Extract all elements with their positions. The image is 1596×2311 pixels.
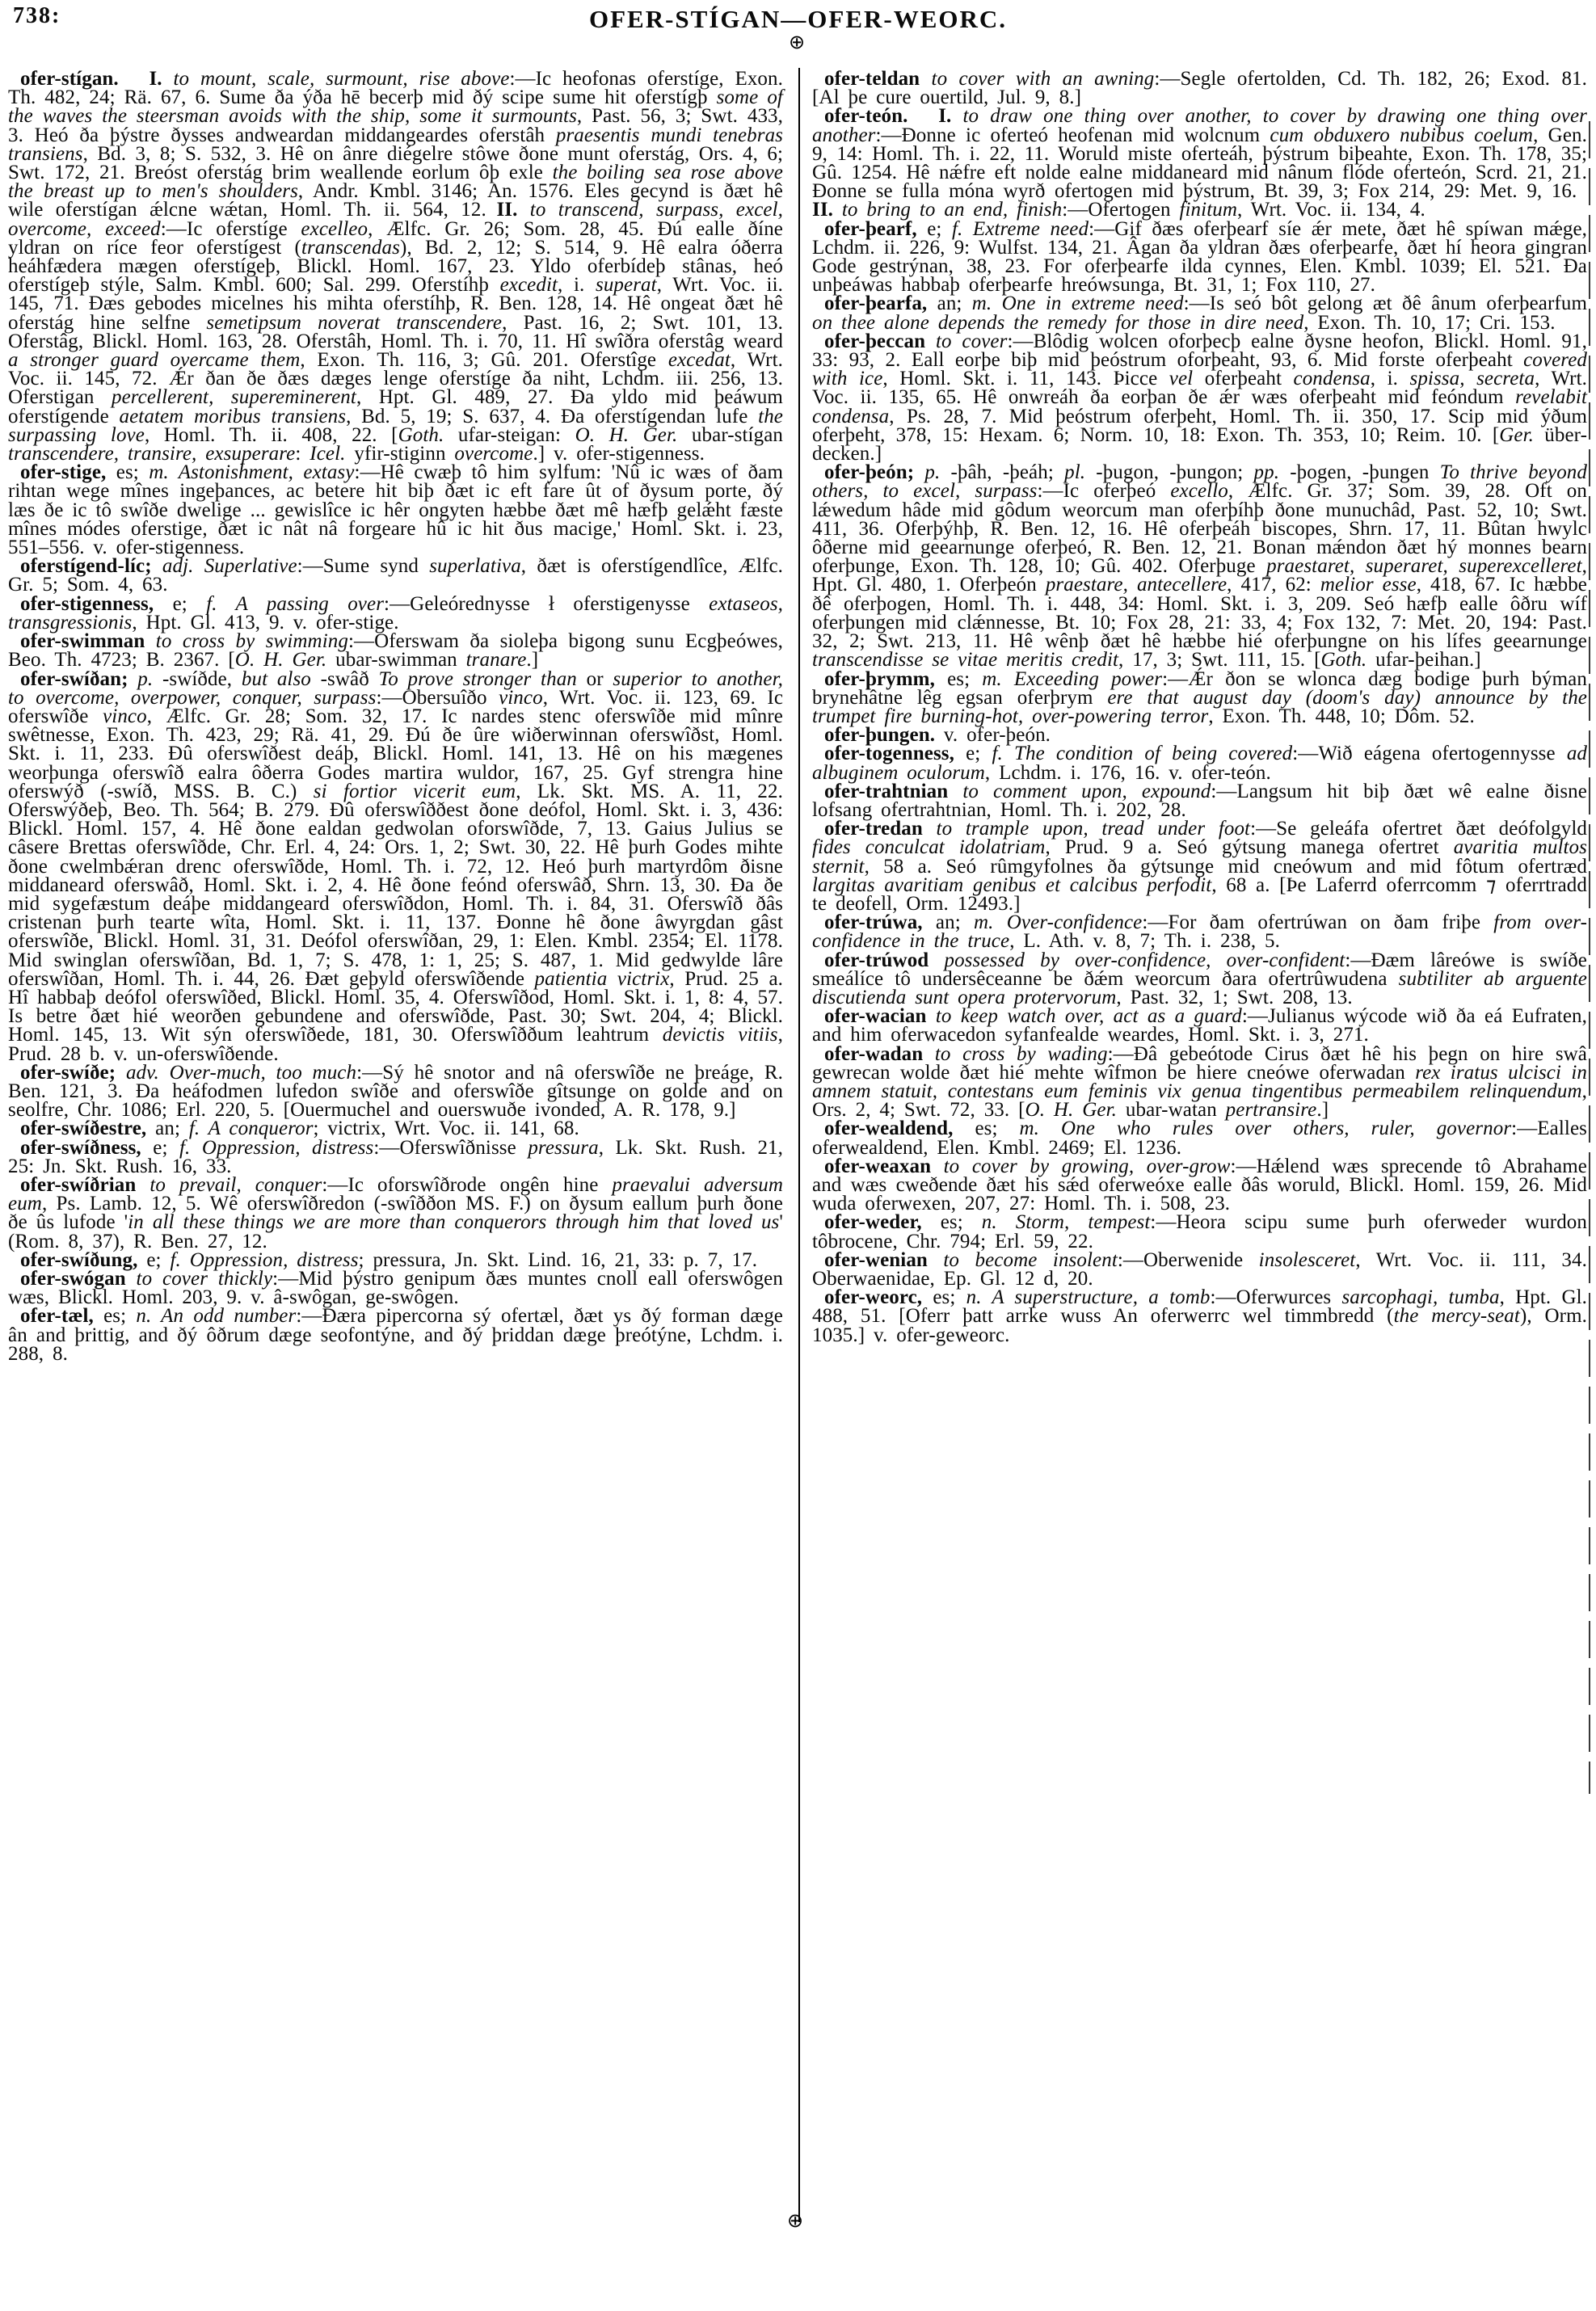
italic-gloss: possessed by over-confidence, over-confident bbox=[944, 949, 1345, 971]
entry-text: , Lchdm. i. 176, 16. v. ofer-teón. bbox=[984, 761, 1271, 784]
dictionary-entry bbox=[8, 1248, 783, 1271]
italic-gloss: excedat bbox=[667, 349, 731, 372]
italic-gloss: to cross by wading bbox=[934, 1042, 1108, 1065]
italic-gloss: m. Exceeding power bbox=[982, 667, 1163, 690]
dictionary-entry bbox=[8, 632, 783, 669]
italic-gloss: f. The condition of being covered bbox=[992, 743, 1293, 765]
dictionary-entry bbox=[812, 1118, 1587, 1159]
entry-text: -swâð bbox=[310, 667, 379, 690]
entry-text: :—Oferswîðnisse bbox=[373, 1136, 528, 1159]
italic-gloss: to cross by swimming bbox=[155, 630, 348, 653]
entry-text: , Past. 56, 3; Swt. 433, 3. Heó ða þýstre ðysses andweardan middangeardes oferstâh bbox=[8, 105, 783, 146]
headword: ofer-wadan bbox=[824, 1042, 924, 1065]
italic-gloss: m. One in extreme need bbox=[971, 293, 1184, 315]
dictionary-entry bbox=[8, 1063, 783, 1120]
entry-text: , Gen. 9, 14: Homl. Th. i. 22, 11. Woruld miste oferteáh, þýstrum biþeahte, Exon. Th. 178, 35; Gû. 1254. Hê nǽfre eft nolde ealne middaneard mid nânum flóde oferteón, Scrd. 21, 21. Ðonne se fulla móna wyrð ofertogen mid þýstrum, Bt. 39, 3; Fox 214, 29: Met. 9, 16. bbox=[812, 124, 1587, 203]
entry-text: : bbox=[295, 443, 310, 465]
italic-gloss: aetatem moribus transiens bbox=[119, 405, 347, 427]
dictionary-entry bbox=[8, 557, 783, 594]
entry-text: ; pressura, Jn. Skt. Lind. 16, 21, 33: p. 7, 17. bbox=[358, 1248, 758, 1271]
page-number: 738: bbox=[13, 3, 61, 28]
entry-text: , Hpt. Gl. 489, 27. Ða yldo mid þeáwum oferstígende bbox=[8, 386, 783, 427]
dictionary-entry bbox=[812, 217, 1588, 297]
dictionary-entry bbox=[812, 819, 1587, 913]
entry-text: , Homl. Th. ii. 408, 22. [ bbox=[144, 423, 398, 446]
entry-text: yfir-stiginn bbox=[345, 443, 455, 465]
headword: ofer-teón. bbox=[824, 105, 908, 128]
italic-gloss: to transcend, surpass, excel, overcome, exceed bbox=[8, 199, 783, 240]
dictionary-entry bbox=[812, 724, 1587, 747]
dictionary-entry bbox=[812, 951, 1587, 1008]
dictionary-entry bbox=[8, 1269, 783, 1307]
headword: ofer-weorc, bbox=[824, 1286, 923, 1309]
italic-gloss: extaseos, transgressionis bbox=[8, 592, 783, 634]
italic-gloss: to prevail, conquer bbox=[149, 1173, 322, 1196]
entry-text: :—Ðæra pipercorna sý ofertæl, ðæt ys ðý forman dæge ân and þrittig, and ðý ôðrum dæge seofontýne, and ðý þriddan dæge þreótýne, Lchdm. i. 288, 8. bbox=[8, 1305, 783, 1365]
entry-text: .] bbox=[1316, 1099, 1329, 1122]
italic-gloss: transcendisse se vitae meritis credit bbox=[812, 649, 1119, 671]
italic-gloss: f. Extreme need bbox=[951, 217, 1089, 240]
entry-text: , Exon. Th. 10, 17; Cri. 153. bbox=[1303, 311, 1556, 334]
italic-gloss: to cover bbox=[935, 330, 1008, 352]
italic-gloss: To prove stronger than bbox=[378, 667, 577, 690]
dictionary-entry bbox=[812, 107, 1587, 219]
entry-text: , Exon. Th. 448, 10; Dôm. 52. bbox=[1208, 705, 1475, 727]
italic-gloss: cum obduxero nubibus coelum bbox=[1270, 124, 1534, 146]
italic-gloss: pressura bbox=[528, 1136, 599, 1159]
entry-text: :—Gif ðæs oferþearf síe ǽr mete, ðæt hê spíwan mǽge, Lchdm. ii. 226, 9: Wulfst. 134, 21. Âgan ða yldran ðæs oferþearfe, ðæt hí heora gingran Gode gestrýnan, 38, 23. For oferþearfe ilda cynnes, Elen. Kmbl. 1039; El. 521. Ða unþeáwas habbaþ oferþearfe hreówsunga, Bt. 31, 1; Fox 110, 27. bbox=[812, 217, 1588, 297]
italic-gloss: pp. bbox=[1253, 461, 1280, 484]
italic-gloss: melior esse bbox=[1320, 574, 1417, 596]
headword: ofer-stigenness, bbox=[20, 592, 154, 615]
entry-text: :—Is seó bôt gelong æt ðê ânum oferþearfum bbox=[1183, 293, 1587, 315]
entry-text: , 17, 3; Swt. 111, 15. [ bbox=[1118, 649, 1321, 671]
dictionary-entry bbox=[812, 1248, 1587, 1290]
italic-gloss: fides conculcat idolatriam bbox=[812, 836, 1046, 859]
entry-text: , Ors. 2, 4; Swt. 72, 33. [ bbox=[812, 1080, 1587, 1122]
italic-gloss: to mount, scale, surmount, rise above bbox=[173, 68, 510, 90]
italic-gloss: finitum bbox=[1179, 199, 1237, 221]
entry-text: , i. bbox=[1370, 368, 1410, 390]
headword: ofer-þearf, bbox=[824, 217, 917, 240]
italic-gloss: pertransire bbox=[1225, 1099, 1317, 1122]
entry-text: , Ælfc. Gr. 28; Som. 32, 17. Ic nardes stenc oferswîðe mid mînre swêtnesse, Exon. Th. 423, 29; Rä. 41, 29. Ðú ðe ûre wiðerwinnan oferswîðst, Homl. Skt. i. 11, 233. Ðû oferswîðest deáþ, Blickl. Homl. 141, 13. Hê on his mægenes weorþunga oferswîð ealra ôðerra Godes martira wuldor, 167, 25. Gyf strengra hine oferswýð (-swíð, MSS. B. C.) bbox=[8, 705, 783, 802]
headword: ofer-þeccan bbox=[824, 330, 926, 352]
italic-gloss: on thee alone depends the remedy for those in dire need bbox=[812, 311, 1304, 334]
headword: ofer-wacian bbox=[824, 1005, 927, 1028]
italic-gloss: m. Over-confidence bbox=[974, 911, 1143, 934]
italic-gloss: praevalui adversum eum bbox=[8, 1173, 783, 1215]
italic-gloss: excelleo bbox=[301, 217, 368, 240]
entry-text: -swíðde, bbox=[153, 667, 242, 690]
entry-text: :—Oberwenide bbox=[1117, 1248, 1259, 1271]
entry-text: , Homl. Skt. i. 11, 143. Þicce bbox=[882, 368, 1169, 390]
entry-text: :—Mid þýstro genipum ðæs muntes cnoll eall oferswôgen wæs, Blickl. Homl. 203, 9. v. â-swôgan, ge-swôgen. bbox=[8, 1268, 783, 1309]
headword: ofer-trúwod bbox=[824, 949, 929, 971]
italic-gloss: f. Oppression, distress bbox=[170, 1248, 359, 1271]
entry-text: e; bbox=[154, 592, 207, 615]
entry-text: , Hpt. Gl. 413, 9. v. ofer-stige. bbox=[132, 611, 399, 634]
italic-gloss: percellerent, supereminerent bbox=[111, 386, 356, 409]
entry-text: , Prud. 9 a. Seó gýtsung manega ofertret bbox=[1045, 836, 1454, 859]
dictionary-entry bbox=[812, 1042, 1587, 1122]
entry-text: , i. bbox=[558, 274, 596, 297]
entry-text: , Ælfc. Gr. 26; Som. 28, 45. Ðú ealle ðíne yldran on ríce feor oferstígest ( bbox=[8, 217, 783, 259]
headword: ofer-wenian bbox=[824, 1248, 928, 1271]
printers-mark-bottom-icon: ⊕ bbox=[787, 2209, 804, 2232]
dictionary-entry bbox=[812, 1007, 1587, 1044]
italic-gloss: transcendas bbox=[301, 236, 400, 259]
entry-text: , 58 a. Seó rûmgyfolnes ða gýtsunge mid cneówum and mid fôtum ofertræd bbox=[864, 855, 1587, 878]
headword: ofer-þungen. bbox=[824, 724, 936, 747]
entry-text: über-decken.] bbox=[812, 423, 1587, 465]
entry-text: :—Sume synd bbox=[297, 555, 430, 578]
text-columns bbox=[8, 69, 1587, 1363]
entry-text: ), Bd. 2, 12; S. 514, 9. Hê ealra óðerra heáhfædera mægen oferstígeþ, Blickl. Homl. 167, 23. Yldo oferbídeþ stânas, heó oferstígeþ stýle, Salm. Kmbl. 600; Sal. 299. Oferstíhþ bbox=[8, 236, 784, 297]
entry-text: , Wrt. Voc. ii. 123, 69. Ic oferswîðe bbox=[8, 686, 784, 727]
entry-text: :—Ðonne ic oferteó heofenan mid wolcnum bbox=[875, 124, 1270, 146]
entry-text: , ðæt is oferstígendlîce, Ælfc. Gr. 5; Som. 4, 63. bbox=[8, 555, 784, 596]
dictionary-entry bbox=[8, 1173, 783, 1252]
italic-gloss: m. One who rules over others, ruler, governor bbox=[1019, 1118, 1512, 1140]
italic-gloss: Ger. bbox=[1499, 423, 1535, 446]
italic-gloss: revelabit condensa bbox=[812, 386, 1587, 427]
italic-gloss: in all these things we are more than conquerors through him that loved us bbox=[128, 1211, 780, 1234]
entry-text: :—Ðæm lâreówe is swíðe smeálíce tô undersêceanne be ðǽm weorcum ðara ofertrûwudena bbox=[812, 949, 1588, 990]
italic-gloss: praesentis mundi tenebras transiens bbox=[8, 124, 783, 165]
sense-numeral: II. bbox=[496, 199, 530, 221]
italic-gloss: to cover with an awning bbox=[931, 68, 1155, 90]
entry-text: es; bbox=[934, 667, 983, 690]
entry-text: :—Obersuîðo bbox=[376, 686, 499, 709]
italic-gloss: vinco bbox=[103, 705, 147, 727]
italic-gloss: from over-confidence in the truce bbox=[812, 911, 1587, 953]
entry-text: , 417, 62: bbox=[1227, 574, 1320, 596]
entry-text: :—Oferswam ða sioleþa bigong sunu Ecgþeówes, Beo. Th. 4723; B. 2367. [ bbox=[8, 630, 783, 671]
entry-text: oferþeaht bbox=[1193, 368, 1294, 390]
dictionary-entry bbox=[8, 1119, 783, 1138]
entry-text: :—Oferwurces bbox=[1210, 1286, 1342, 1309]
italic-gloss: covered with ice bbox=[812, 349, 1587, 390]
dictionary-entry bbox=[8, 592, 783, 634]
italic-gloss: vel bbox=[1169, 368, 1194, 390]
entry-text: , Wrt. Voc. ii. 134, 4. bbox=[1237, 199, 1425, 221]
dictionary-entry bbox=[812, 1213, 1587, 1250]
italic-gloss: O. H. Ger. bbox=[1025, 1099, 1118, 1122]
italic-gloss: To thrive beyond others, to excel, surpass bbox=[812, 461, 1587, 503]
italic-gloss: praestaret, superaret, superexcelleret bbox=[1266, 555, 1582, 578]
headword: ofer-swíðrian bbox=[20, 1173, 137, 1196]
entry-text: ufar-þeihan.] bbox=[1366, 649, 1481, 671]
entry-text: es; bbox=[953, 1118, 1020, 1140]
dictionary-entry bbox=[812, 332, 1587, 463]
dictionary-entry bbox=[8, 463, 783, 557]
entry-text: :—Ic oforswîðrode ongên hine bbox=[322, 1173, 613, 1196]
headword: ofer-tredan bbox=[824, 818, 923, 840]
entry-text: :—Wið eágena ofertogennysse bbox=[1292, 743, 1567, 765]
italic-gloss: to draw one thing over another, to cover by drawing one thing over another bbox=[812, 105, 1587, 146]
entry-text: ubar-stígan bbox=[677, 423, 784, 446]
entry-text: , Wrt. Voc. ii. 145, 72. Ǽr ðan ðe ðæs dæges lenge oferstíge ða niht, Lchdm. iii. 256, 13. Oferstigan bbox=[8, 349, 783, 409]
right-column bbox=[812, 69, 1587, 1363]
italic-gloss: to cover thickly bbox=[136, 1268, 273, 1290]
headword: ofer-þrymm, bbox=[824, 667, 935, 690]
italic-gloss: overcome bbox=[454, 443, 533, 465]
italic-gloss: O. H. Ger. bbox=[575, 423, 678, 446]
entry-text: , Prud. 28 b. v. un-oferswîðende. bbox=[8, 1024, 783, 1065]
entry-text: , Wrt. Voc. ii. 145, 71. Ðæs gebodes micelnes his mihta oferstíhþ, R. Ben. 128, 14. Hê ongeat ðæt hê oferstág hine selfne bbox=[8, 274, 783, 334]
headword: ofer-swíðan; bbox=[20, 667, 128, 690]
italic-gloss: ere that august day (doom's day) announce by the trumpet fire burning-hot, over-powering terror bbox=[812, 686, 1587, 727]
headword: ofer-togenness, bbox=[824, 743, 954, 765]
headword: ofer-trúwa, bbox=[824, 911, 923, 934]
entry-text: , Bd. 3, 8; S. 532, 3. Hê on ânre diégelre stôwe ðone munt oferstág, Ors. 4, 6; Swt. 172, 21. Breóst oferstág brim weallende eorlum ôþ exle bbox=[8, 142, 783, 184]
entry-text: , Lk. Skt. MS. A. 11, 22. Oferswýðeþ, Beo. Th. 564; B. 279. Ðû oferswîððest ðone deófol, Homl. Skt. i. 3, 436: Blickl. Homl. 157, 4. Hê ðone ealdan gedwolan oforswîðde, 7, 13. Gaius Julius se câsere Brettas oferswîðde, Chr. Erl. 4, 24: Ors. 1, 2; Swt. 30, 22. Hê þurh Godes mihte ðone cwelmbǽran drenc oferswîðde, Homl. Th. i. 72, 12. Heó þurh martyrdôm ðisne middaneard oferswâð, Homl. Skt. i. 2, 4. Hê ðone feónd oferswâð, Shrn. 13, 30. Ða ðe mid sygefæstum deáþe middangeard oferswîðdon, Homl. Th. i. 84, 31. Oferswîð ðâs cristenan þurh tearte wîta, Homl. Skt. i. 11, 137. Ðonne hê ðone âwyrgdan gâst oferswîðe, Blickl. Homl. 31, 31. Deófol oferswîðan, 29, 1: Elen. Kmbl. 2354; El. 1178. Mid swinglan oferswîðan, Bd. 1, 7; S. 478, 1: 1, 25; S. 487, 1. Mid gedwylde lâre oferswîðan, Homl. Th. i. 44, 26. Ðæt geþyld oferswîðende bbox=[8, 780, 783, 990]
entry-text: .] v. ofer-stigenness. bbox=[533, 443, 705, 465]
italic-gloss: f. A conqueror bbox=[188, 1118, 314, 1140]
italic-gloss: n. An odd number bbox=[136, 1305, 297, 1328]
scan-edge-line bbox=[1589, 121, 1590, 1794]
entry-text: e; bbox=[141, 1136, 179, 1159]
italic-gloss: superior to another, to overcome, overpower, conquer, surpass bbox=[8, 667, 783, 709]
entry-text: .] bbox=[526, 649, 539, 671]
entry-text: , Past. 32, 1; Swt. 208, 13. bbox=[1116, 986, 1353, 1008]
italic-gloss: excedit bbox=[499, 274, 558, 297]
entry-text: ubar-watan bbox=[1117, 1099, 1226, 1122]
entry-text: e; bbox=[954, 743, 992, 765]
sense-numeral: II. bbox=[812, 199, 842, 221]
italic-gloss: to keep watch over, act as a guard bbox=[935, 1005, 1242, 1028]
headword: ofer-swimman bbox=[20, 630, 145, 653]
entry-text: :—Heora scipu sume þurh oferweder wurdon tôbrocene, Chr. 794; Erl. 59, 22. bbox=[812, 1211, 1587, 1252]
italic-gloss: n. Storm, tempest bbox=[981, 1211, 1151, 1234]
dictionary-entry bbox=[812, 69, 1587, 107]
dictionary-entry bbox=[8, 69, 783, 463]
entry-text: , Hpt. Gl. 480, 1. Oferþeón bbox=[812, 555, 1587, 596]
headword: oferstígend-líc; bbox=[20, 555, 152, 578]
entry-text: an; bbox=[927, 293, 972, 315]
headword: ofer-swíðe; bbox=[20, 1061, 116, 1084]
italic-gloss: Icel. bbox=[310, 443, 346, 465]
italic-gloss: p. bbox=[924, 461, 941, 484]
italic-gloss: but also bbox=[241, 667, 311, 690]
entry-text: , 418, 67. Ic hæbbe ðê oferþogen, Homl. Th. i. 448, 34: Homl. Skt. i. 3, 209. Seó hæfþ ealle ôðru wíf oferþungen mid clǽnnesse, Bt. 10; Fox 28, 21: 33, 4; Fox 132, 7: Met. 20, 194: Past. 32, 2; Swt. 213, 11. Hê wênþ ðæt hê hæbbe hié oferþungne on his lífes geearnunge bbox=[812, 574, 1588, 653]
headword: ofer-tæl, bbox=[20, 1305, 94, 1328]
dictionary-entry bbox=[8, 1136, 784, 1177]
entry-text: , Prud. 25 a. Hî habbaþ deófol oferswîðed, Blickl. Homl. 35, 4. Oferswîðod, Homl. Skt. i. 1, 8: 4, 57. Is betre ðæt hié weorðen gebundene and oferswîðde, Past. 30; Swt. 204, 4; Blickl. Homl. 145, 13. Wit sýn oferswîðede, 181, 30. Oferswîððum leahtrum bbox=[8, 967, 783, 1046]
italic-gloss: semetipsum noverat transcendere bbox=[206, 311, 503, 334]
dictionary-entry bbox=[812, 293, 1587, 334]
italic-gloss: Goth. bbox=[1320, 649, 1367, 671]
italic-gloss: f. Oppression, distress bbox=[179, 1136, 374, 1159]
italic-gloss: devictis vitiis bbox=[662, 1024, 778, 1046]
entry-text: es; bbox=[922, 1286, 966, 1309]
sense-numeral: I. bbox=[907, 105, 963, 128]
italic-gloss: condensa bbox=[1293, 368, 1371, 390]
entry-text: :—Geleórednysse ł oferstigenysse bbox=[384, 592, 710, 615]
italic-gloss: subtiliter ab arguente discutienda sunt opera protervorum bbox=[812, 967, 1587, 1008]
italic-gloss: transcendere, transire, exsuperare bbox=[8, 443, 296, 465]
italic-gloss: m. Astonishment, extasy bbox=[149, 461, 355, 484]
entry-text: :—Ic heofonas oferstíge, Exon. Th. 482, 24; Rä. 67, 6. Sume ða ýða hē becerþ mid ðý scipe sume hit oferstígþ bbox=[8, 68, 783, 109]
headword: ofer-þearfa, bbox=[824, 293, 928, 315]
entry-text: ubar-swimman bbox=[326, 649, 466, 671]
dictionary-entry bbox=[812, 1288, 1587, 1345]
entry-text: , Ps. 28, 7. Mid þeóstrum oferþeht, Homl. Th. ii. 350, 17. Scip mid ýðum oferþeht, 378, 15: Hexam. 6; Norm. 10, 18: Exon. Th. 353, 10; Reim. 10. [ bbox=[812, 405, 1587, 446]
entry-text: :—Ic oferþeó bbox=[1037, 480, 1171, 503]
dictionary-entry bbox=[812, 743, 1588, 784]
entry-text: ufar-steigan: bbox=[444, 423, 575, 446]
dictionary-entry bbox=[812, 463, 1587, 669]
headword: ofer-swíðung, bbox=[20, 1248, 138, 1271]
italic-gloss: to trample upon, tread under foot bbox=[936, 818, 1251, 840]
entry-text: , Lk. Skt. Rush. 21, 25: Jn. Skt. Rush. 16, 33. bbox=[8, 1136, 784, 1177]
dictionary-entry bbox=[812, 782, 1587, 819]
italic-gloss: rex iratus ulcisci in amnem statuit, contestans eum feminis vix genua tingentibus permeabilem relinquendum bbox=[812, 1061, 1587, 1102]
dictionary-entry bbox=[812, 911, 1587, 953]
headword: ofer-stige, bbox=[20, 461, 107, 484]
italic-gloss: si fortior vicerit eum bbox=[313, 780, 516, 802]
italic-gloss: adj. Superlative bbox=[162, 555, 297, 578]
entry-text: :—Julianus wýcode wið ða eá Eufraten, and him oferwacedon syfanfealde weardes, Homl. Skt. i. 3, 271. bbox=[812, 1005, 1587, 1046]
entry-text: :—Ofertogen bbox=[1062, 199, 1180, 221]
entry-text: -þugon, -þungon; bbox=[1085, 461, 1254, 484]
entry-text: :—Hê cwæþ tô him sylfum: 'Nû ic wæs of ðam rihtan wege mînes ingeþances, ac betere hit biþ ðæt ic eft fare ût of ðysum porte, ðý læs ðe ic tô swîðe dwelige ... gewislîce ic hêr ongyten hæbbe ðæt mê hæfþ gelǽht fæste mînes módes oferstige, ðæt ic nât nâ forgeare hû ic hit ðus macige,' Homl. Skt. i. 23, 551–556. v. ofer-stigenness. bbox=[8, 461, 783, 559]
entry-text: , Wrt. Voc. ii. 135, 65. Hê onwreáh ða eorþan ðe ǽr wæs oferþeaht mid feóndum bbox=[812, 368, 1587, 409]
entry-text: , Bd. 5, 19; S. 637, 4. Ða oferstígendan lufe bbox=[346, 405, 759, 427]
entry-text: , Wrt. Voc. ii. 111, 34. Oberwaenidae, Ep. Gl. 12 d, 20. bbox=[812, 1248, 1587, 1290]
entry-text: , Andr. Kmbl. 3146; An. 1576. Eles gecynd is ðæt hê wile oferstígan ǽlcne wǽtan, Homl. Th. ii. 564, 12. bbox=[8, 180, 783, 221]
entry-text: :—Blôdig wolcen oforþecþ ealne ðysne heofon, Blickl. Homl. 91, 33: 93, 2. Eall eorþe biþ mid þeóstrum oforþeaht, 93, 6. Mid forste oferþeaht bbox=[812, 330, 1587, 372]
entry-text: :—Ic oferstíge bbox=[160, 217, 301, 240]
italic-gloss: adv. Over-much, too much bbox=[125, 1061, 357, 1084]
italic-gloss: a stronger guard overcame them bbox=[8, 349, 301, 372]
italic-gloss: some of the waves the steersman avoids with the ship, some it surmounts bbox=[8, 86, 783, 128]
italic-gloss: superat bbox=[596, 274, 657, 297]
entry-text: :—Se geleáfa ofertret ðæt deófolgyld bbox=[1250, 818, 1587, 840]
italic-gloss: to cover by growing, over-grow bbox=[943, 1155, 1231, 1177]
entry-text: , Hpt. Gl. 488, 51. [Oferr þatt arrke wuss An oferwerrc wel timmbredd ( bbox=[812, 1286, 1588, 1328]
entry-text: ; victrix, Wrt. Voc. ii. 141, 68. bbox=[313, 1118, 579, 1140]
sense-numeral: I. bbox=[118, 68, 174, 90]
italic-gloss: superlativa bbox=[429, 555, 521, 578]
entry-text: -þogen, -þungen bbox=[1279, 461, 1440, 484]
italic-gloss: ad albuginem oculorum bbox=[812, 743, 1588, 784]
italic-gloss: spissa, secreta bbox=[1409, 368, 1535, 390]
headword: ofer-swógan bbox=[20, 1268, 126, 1290]
entry-text: :—Segle ofertolden, Cd. Th. 182, 26; Exod. 81. [Al þe cure ouertild, Jul. 9, 8.] bbox=[812, 68, 1587, 109]
headword: ofer-swíðness, bbox=[20, 1136, 141, 1159]
headword: ofer-weder, bbox=[824, 1211, 922, 1234]
headword: ofer-stígan. bbox=[20, 68, 119, 90]
entry-text: -þâh, -þeáh; bbox=[940, 461, 1065, 484]
italic-gloss: O. H. Ger. bbox=[234, 649, 327, 671]
entry-text: , Exon. Th. 116, 3; Gû. 201. Oferstîge bbox=[300, 349, 668, 372]
italic-gloss: to comment upon, expound bbox=[962, 780, 1211, 802]
entry-text: :—Ǽr ðon se wlonca dæg bodige þurh býman brynehâtne lêg egsan oferþrym bbox=[812, 667, 1587, 709]
italic-gloss: praestare, antecellere bbox=[1045, 574, 1228, 596]
italic-gloss: excello bbox=[1170, 480, 1228, 503]
italic-gloss: sarcophagi, tumba bbox=[1341, 1286, 1500, 1309]
italic-gloss: avaritia multos sternit bbox=[812, 836, 1587, 878]
entry-text: e; bbox=[916, 217, 952, 240]
entry-text: :—Ealles oferwealdend, Elen. Kmbl. 2469; El. 1236. bbox=[812, 1118, 1587, 1159]
entry-text: an; bbox=[146, 1118, 189, 1140]
italic-gloss: vinco bbox=[499, 686, 543, 709]
entry-text: , 68 a. [Þe Laferrd oferrcomm ⁊ oferrtradd te deofell, Orm. 12493.] bbox=[812, 873, 1587, 915]
entry-text: es; bbox=[921, 1211, 982, 1234]
printers-mark-top-icon: ⊕ bbox=[789, 31, 806, 53]
italic-gloss: insolesceret bbox=[1258, 1248, 1356, 1271]
italic-gloss: the mercy-seat bbox=[1393, 1305, 1520, 1328]
entry-text: es; bbox=[93, 1305, 137, 1328]
dictionary-entry bbox=[8, 1307, 783, 1363]
headword: ofer-teldan bbox=[824, 68, 920, 90]
italic-gloss: p. bbox=[137, 667, 154, 690]
entry-text: e; bbox=[137, 1248, 171, 1271]
headword: ofer-swíðestre, bbox=[20, 1118, 147, 1140]
entry-text: , Ps. Lamb. 12, 5. Wê oferswîðredon (-swîððon MS. F.) on ðysum eallum þurh ðone ðe ûs lufode ' bbox=[8, 1193, 783, 1234]
dictionary-entry bbox=[812, 1157, 1587, 1214]
italic-gloss: the surpassing love bbox=[8, 405, 783, 446]
italic-gloss: largitas avaritiam genibus et calcibus perfodit bbox=[812, 873, 1212, 896]
headword: ofer-weaxan bbox=[824, 1155, 932, 1177]
entry-text: , L. Ath. v. 8, 7; Th. i. 238, 5. bbox=[1009, 930, 1280, 953]
italic-gloss: to become insolent bbox=[943, 1248, 1118, 1271]
italic-gloss: n. A superstructure, a tomb bbox=[966, 1286, 1211, 1309]
entry-text: :—Ðâ gebeótode Cirus ðæt hê his þegn on hire swâ gewrecan wolde ðæt hié mehte wîfmon be hiere cneówe oferwadan bbox=[812, 1042, 1587, 1084]
running-header: OFER-STÍGAN—OFER-WEORC. bbox=[588, 5, 1008, 33]
entry-text: , Past. 16, 2; Swt. 101, 13. Oferstâg, Blickl. Homl. 163, 28. Oferstâh, Homl. Th. i. 70, 11. Hî swîðra oferstâg weard bbox=[8, 311, 784, 352]
headword: ofer-þeón; bbox=[824, 461, 915, 484]
entry-text: es; bbox=[106, 461, 149, 484]
headword: ofer-wealdend, bbox=[824, 1118, 954, 1140]
entry-text: v. ofer-þeón. bbox=[935, 724, 1051, 747]
entry-text: :—Sý hê snotor and nâ oferswîðe ne þreáge, R. Ben. 121, 3. Ða heáfodmen lufedon swîðe and oferswîðe gîtsunge on golde and on seolfre, Chr. 1086; Erl. 220, 5. [Ouermuchel and ouerswuðe ivonded, A. R. 178, 9.] bbox=[8, 1061, 783, 1122]
italic-gloss: tranare bbox=[465, 649, 527, 671]
italic-gloss: the boiling sea rose above the breast up to men's shoulders bbox=[8, 162, 783, 203]
entry-text: or bbox=[576, 667, 613, 690]
italic-gloss: f. A passing over bbox=[206, 592, 385, 615]
headword: ofer-trahtnian bbox=[824, 780, 949, 802]
entry-text: an; bbox=[922, 911, 975, 934]
left-column bbox=[8, 69, 783, 1363]
dictionary-entry bbox=[8, 667, 784, 1065]
italic-gloss: Goth. bbox=[398, 423, 444, 446]
entry-text: :—Langsum hit biþ ðæt wê ealne ðisne lofsang ofertrahtnian, Homl. Th. i. 202, 28. bbox=[812, 780, 1587, 821]
entry-text: ), Orm. 1035.] v. ofer-geweorc. bbox=[812, 1305, 1587, 1346]
italic-gloss: pl. bbox=[1064, 461, 1086, 484]
italic-gloss: patientia victrix bbox=[534, 967, 670, 990]
entry-text: , Ælfc. Gr. 37; Som. 39, 28. Oft on lǽwedum hâde mid gôdum weorcum man oferþíhþ ðone munuchâd, Past. 52, 10; Swt. 411, 36. Oferþýhþ, R. Ben. 12, 16. Hê oferþeáh biscopes, Shrn. 17, 11. Bûtan hwylc ôðerne mid geearnunge oferþeó, R. Ben. 12, 21. Bonan mǽndon ðæt hý monnes bearn oferþunge, Exon. Th. 128, 10; Gû. 402. Oferþuge bbox=[812, 480, 1587, 578]
dictionary-entry bbox=[812, 667, 1587, 727]
italic-gloss: to bring to an end, finish bbox=[841, 199, 1063, 221]
entry-text: :—For ðam ofertrúwan on ðam friþe bbox=[1142, 911, 1494, 934]
entry-text: ' (Rom. 8, 37), R. Ben. 27, 12. bbox=[8, 1211, 783, 1252]
entry-text: :—Hǽlend wæs sprecende tô Abrahame and wæs cweðende ðæt his sǽd oferweóxe ealle ðâs woruld, Blickl. Homl. 159, 26. Mid wuda oferwexen, 207, 27: Homl. Th. i. 508, 23. bbox=[812, 1155, 1587, 1215]
